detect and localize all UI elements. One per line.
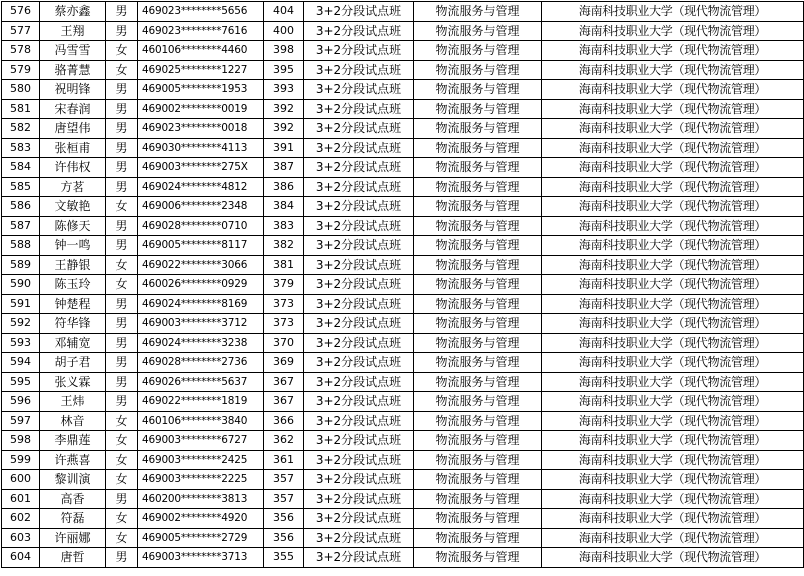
row-number-cell: 587: [2, 216, 40, 236]
table-row: [2, 489, 804, 509]
class-type-cell: 3+2分段试点班: [304, 177, 414, 197]
table-row: [2, 80, 804, 100]
score-cell: 383: [264, 216, 304, 236]
name-cell: 陈修天: [40, 216, 106, 236]
id-number-cell: 469003********3713: [138, 548, 264, 568]
school-cell: 海南科技职业大学（现代物流管理）: [542, 333, 804, 353]
row-number-cell: 592: [2, 314, 40, 334]
score-cell: 392: [264, 119, 304, 139]
id-number-cell: 469024********8169: [138, 294, 264, 314]
table-row: [2, 392, 804, 412]
class-type-cell: 3+2分段试点班: [304, 411, 414, 431]
name-cell: 张桓甫: [40, 138, 106, 158]
id-number-cell: 469002********0019: [138, 99, 264, 119]
class-type-cell: 3+2分段试点班: [304, 353, 414, 373]
row-number-cell: 594: [2, 353, 40, 373]
major-cell: 物流服务与管理: [414, 470, 542, 490]
gender-cell: 男: [106, 138, 138, 158]
row-number-cell: 596: [2, 392, 40, 412]
class-type-cell: 3+2分段试点班: [304, 294, 414, 314]
id-number-cell: 469025********1227: [138, 60, 264, 80]
id-number-cell: 460200********3813: [138, 489, 264, 509]
score-cell: 366: [264, 411, 304, 431]
school-cell: 海南科技职业大学（现代物流管理）: [542, 99, 804, 119]
score-cell: 367: [264, 392, 304, 412]
class-type-cell: 3+2分段试点班: [304, 431, 414, 451]
major-cell: 物流服务与管理: [414, 489, 542, 509]
name-cell: 符磊: [40, 509, 106, 529]
row-number-cell: 599: [2, 450, 40, 470]
major-cell: 物流服务与管理: [414, 548, 542, 568]
school-cell: 海南科技职业大学（现代物流管理）: [542, 41, 804, 61]
class-type-cell: 3+2分段试点班: [304, 60, 414, 80]
major-cell: 物流服务与管理: [414, 411, 542, 431]
row-number-cell: 602: [2, 509, 40, 529]
major-cell: 物流服务与管理: [414, 275, 542, 295]
major-cell: 物流服务与管理: [414, 236, 542, 256]
major-cell: 物流服务与管理: [414, 21, 542, 41]
table-row: [2, 548, 804, 568]
score-cell: 398: [264, 41, 304, 61]
table-row: [2, 431, 804, 451]
score-cell: 373: [264, 314, 304, 334]
table-row: [2, 275, 804, 295]
name-cell: 方茗: [40, 177, 106, 197]
row-number-cell: 591: [2, 294, 40, 314]
class-type-cell: 3+2分段试点班: [304, 548, 414, 568]
school-cell: 海南科技职业大学（现代物流管理）: [542, 392, 804, 412]
id-number-cell: 469003********2425: [138, 450, 264, 470]
id-number-cell: 469026********5637: [138, 372, 264, 392]
name-cell: 唐望伟: [40, 119, 106, 139]
major-cell: 物流服务与管理: [414, 353, 542, 373]
gender-cell: 女: [106, 450, 138, 470]
row-number-cell: 600: [2, 470, 40, 490]
gender-cell: 男: [106, 333, 138, 353]
row-number-cell: 578: [2, 41, 40, 61]
class-type-cell: 3+2分段试点班: [304, 372, 414, 392]
name-cell: 王炜: [40, 392, 106, 412]
table-row: [2, 2, 804, 22]
school-cell: 海南科技职业大学（现代物流管理）: [542, 372, 804, 392]
name-cell: 唐哲: [40, 548, 106, 568]
table-row: [2, 255, 804, 275]
gender-cell: 女: [106, 509, 138, 529]
major-cell: 物流服务与管理: [414, 177, 542, 197]
school-cell: 海南科技职业大学（现代物流管理）: [542, 411, 804, 431]
gender-cell: 男: [106, 314, 138, 334]
id-number-cell: 469023********5656: [138, 2, 264, 22]
school-cell: 海南科技职业大学（现代物流管理）: [542, 255, 804, 275]
row-number-cell: 581: [2, 99, 40, 119]
school-cell: 海南科技职业大学（现代物流管理）: [542, 294, 804, 314]
school-cell: 海南科技职业大学（现代物流管理）: [542, 80, 804, 100]
score-cell: 379: [264, 275, 304, 295]
table-row: [2, 21, 804, 41]
score-cell: 381: [264, 255, 304, 275]
name-cell: 冯雪雪: [40, 41, 106, 61]
gender-cell: 女: [106, 431, 138, 451]
gender-cell: 女: [106, 470, 138, 490]
score-cell: 373: [264, 294, 304, 314]
major-cell: 物流服务与管理: [414, 294, 542, 314]
table-row: [2, 509, 804, 529]
school-cell: 海南科技职业大学（现代物流管理）: [542, 509, 804, 529]
class-type-cell: 3+2分段试点班: [304, 80, 414, 100]
table-row: [2, 41, 804, 61]
id-number-cell: 469005********8117: [138, 236, 264, 256]
name-cell: 钟楚程: [40, 294, 106, 314]
id-number-cell: 460026********0929: [138, 275, 264, 295]
row-number-cell: 580: [2, 80, 40, 100]
table-row: [2, 411, 804, 431]
major-cell: 物流服务与管理: [414, 138, 542, 158]
name-cell: 邓辅宽: [40, 333, 106, 353]
class-type-cell: 3+2分段试点班: [304, 489, 414, 509]
score-cell: 391: [264, 138, 304, 158]
gender-cell: 男: [106, 216, 138, 236]
row-number-cell: 601: [2, 489, 40, 509]
row-number-cell: 584: [2, 158, 40, 178]
name-cell: 王静银: [40, 255, 106, 275]
school-cell: 海南科技职业大学（现代物流管理）: [542, 470, 804, 490]
id-number-cell: 469024********4812: [138, 177, 264, 197]
id-number-cell: 469023********0018: [138, 119, 264, 139]
id-number-cell: 469003********3712: [138, 314, 264, 334]
id-number-cell: 469003********275X: [138, 158, 264, 178]
score-cell: 356: [264, 509, 304, 529]
name-cell: 李鼎莲: [40, 431, 106, 451]
score-cell: 382: [264, 236, 304, 256]
major-cell: 物流服务与管理: [414, 119, 542, 139]
school-cell: 海南科技职业大学（现代物流管理）: [542, 548, 804, 568]
gender-cell: 女: [106, 528, 138, 548]
id-number-cell: 469003********2225: [138, 470, 264, 490]
major-cell: 物流服务与管理: [414, 450, 542, 470]
table-body: [2, 2, 804, 568]
name-cell: 宋春润: [40, 99, 106, 119]
gender-cell: 男: [106, 372, 138, 392]
id-number-cell: 469022********1819: [138, 392, 264, 412]
row-number-cell: 593: [2, 333, 40, 353]
gender-cell: 男: [106, 392, 138, 412]
score-cell: 404: [264, 2, 304, 22]
score-cell: 395: [264, 60, 304, 80]
major-cell: 物流服务与管理: [414, 372, 542, 392]
name-cell: 高香: [40, 489, 106, 509]
class-type-cell: 3+2分段试点班: [304, 119, 414, 139]
gender-cell: 男: [106, 80, 138, 100]
major-cell: 物流服务与管理: [414, 314, 542, 334]
table-row: [2, 528, 804, 548]
score-cell: 387: [264, 158, 304, 178]
id-number-cell: 469024********3238: [138, 333, 264, 353]
name-cell: 陈玉玲: [40, 275, 106, 295]
table-row: [2, 216, 804, 236]
school-cell: 海南科技职业大学（现代物流管理）: [542, 197, 804, 217]
gender-cell: 男: [106, 548, 138, 568]
id-number-cell: 460106********4460: [138, 41, 264, 61]
name-cell: 文敏艳: [40, 197, 106, 217]
class-type-cell: 3+2分段试点班: [304, 41, 414, 61]
name-cell: 许伟权: [40, 158, 106, 178]
gender-cell: 男: [106, 21, 138, 41]
gender-cell: 男: [106, 2, 138, 22]
school-cell: 海南科技职业大学（现代物流管理）: [542, 158, 804, 178]
class-type-cell: 3+2分段试点班: [304, 450, 414, 470]
gender-cell: 男: [106, 236, 138, 256]
major-cell: 物流服务与管理: [414, 41, 542, 61]
score-cell: 357: [264, 489, 304, 509]
gender-cell: 男: [106, 158, 138, 178]
row-number-cell: 582: [2, 119, 40, 139]
name-cell: 许燕喜: [40, 450, 106, 470]
major-cell: 物流服务与管理: [414, 80, 542, 100]
gender-cell: 男: [106, 177, 138, 197]
name-cell: 黎训演: [40, 470, 106, 490]
score-cell: 367: [264, 372, 304, 392]
gender-cell: 女: [106, 41, 138, 61]
row-number-cell: 595: [2, 372, 40, 392]
score-cell: 357: [264, 470, 304, 490]
school-cell: 海南科技职业大学（现代物流管理）: [542, 21, 804, 41]
name-cell: 胡子君: [40, 353, 106, 373]
row-number-cell: 604: [2, 548, 40, 568]
school-cell: 海南科技职业大学（现代物流管理）: [542, 450, 804, 470]
school-cell: 海南科技职业大学（现代物流管理）: [542, 275, 804, 295]
major-cell: 物流服务与管理: [414, 431, 542, 451]
class-type-cell: 3+2分段试点班: [304, 197, 414, 217]
name-cell: 许丽娜: [40, 528, 106, 548]
score-cell: 362: [264, 431, 304, 451]
school-cell: 海南科技职业大学（现代物流管理）: [542, 119, 804, 139]
class-type-cell: 3+2分段试点班: [304, 21, 414, 41]
table-row: [2, 119, 804, 139]
id-number-cell: 469002********4920: [138, 509, 264, 529]
score-cell: 369: [264, 353, 304, 373]
table-row: [2, 470, 804, 490]
score-cell: 400: [264, 21, 304, 41]
gender-cell: 男: [106, 353, 138, 373]
table-row: [2, 372, 804, 392]
score-cell: 384: [264, 197, 304, 217]
class-type-cell: 3+2分段试点班: [304, 275, 414, 295]
score-cell: 355: [264, 548, 304, 568]
score-cell: 370: [264, 333, 304, 353]
table-row: [2, 314, 804, 334]
class-type-cell: 3+2分段试点班: [304, 470, 414, 490]
table-row: [2, 197, 804, 217]
id-number-cell: 469005********1953: [138, 80, 264, 100]
name-cell: 张义霖: [40, 372, 106, 392]
class-type-cell: 3+2分段试点班: [304, 138, 414, 158]
gender-cell: 女: [106, 275, 138, 295]
table-row: [2, 333, 804, 353]
id-number-cell: 469023********7616: [138, 21, 264, 41]
row-number-cell: 589: [2, 255, 40, 275]
row-number-cell: 583: [2, 138, 40, 158]
name-cell: 符华锋: [40, 314, 106, 334]
row-number-cell: 586: [2, 197, 40, 217]
name-cell: 王翔: [40, 21, 106, 41]
major-cell: 物流服务与管理: [414, 99, 542, 119]
row-number-cell: 597: [2, 411, 40, 431]
major-cell: 物流服务与管理: [414, 528, 542, 548]
table-row: [2, 450, 804, 470]
major-cell: 物流服务与管理: [414, 158, 542, 178]
row-number-cell: 579: [2, 60, 40, 80]
class-type-cell: 3+2分段试点班: [304, 158, 414, 178]
table-row: [2, 60, 804, 80]
table-row: [2, 353, 804, 373]
name-cell: 钟一鸣: [40, 236, 106, 256]
id-number-cell: 460106********3840: [138, 411, 264, 431]
school-cell: 海南科技职业大学（现代物流管理）: [542, 489, 804, 509]
row-number-cell: 585: [2, 177, 40, 197]
school-cell: 海南科技职业大学（现代物流管理）: [542, 236, 804, 256]
score-cell: 361: [264, 450, 304, 470]
row-number-cell: 576: [2, 2, 40, 22]
id-number-cell: 469022********3066: [138, 255, 264, 275]
class-type-cell: 3+2分段试点班: [304, 509, 414, 529]
class-type-cell: 3+2分段试点班: [304, 2, 414, 22]
major-cell: 物流服务与管理: [414, 509, 542, 529]
school-cell: 海南科技职业大学（现代物流管理）: [542, 2, 804, 22]
major-cell: 物流服务与管理: [414, 216, 542, 236]
gender-cell: 女: [106, 60, 138, 80]
major-cell: 物流服务与管理: [414, 255, 542, 275]
major-cell: 物流服务与管理: [414, 60, 542, 80]
table-row: [2, 138, 804, 158]
table-row: [2, 99, 804, 119]
class-type-cell: 3+2分段试点班: [304, 255, 414, 275]
id-number-cell: 469028********0710: [138, 216, 264, 236]
score-cell: 392: [264, 99, 304, 119]
name-cell: 骆菁慧: [40, 60, 106, 80]
major-cell: 物流服务与管理: [414, 333, 542, 353]
id-number-cell: 469030********4113: [138, 138, 264, 158]
class-type-cell: 3+2分段试点班: [304, 392, 414, 412]
class-type-cell: 3+2分段试点班: [304, 528, 414, 548]
id-number-cell: 469028********2736: [138, 353, 264, 373]
score-cell: 386: [264, 177, 304, 197]
major-cell: 物流服务与管理: [414, 197, 542, 217]
gender-cell: 女: [106, 255, 138, 275]
class-type-cell: 3+2分段试点班: [304, 216, 414, 236]
school-cell: 海南科技职业大学（现代物流管理）: [542, 353, 804, 373]
gender-cell: 男: [106, 489, 138, 509]
id-number-cell: 469006********2348: [138, 197, 264, 217]
class-type-cell: 3+2分段试点班: [304, 314, 414, 334]
school-cell: 海南科技职业大学（现代物流管理）: [542, 60, 804, 80]
gender-cell: 男: [106, 99, 138, 119]
school-cell: 海南科技职业大学（现代物流管理）: [542, 177, 804, 197]
table-row: [2, 158, 804, 178]
name-cell: 祝明锋: [40, 80, 106, 100]
score-cell: 356: [264, 528, 304, 548]
row-number-cell: 603: [2, 528, 40, 548]
major-cell: 物流服务与管理: [414, 392, 542, 412]
id-number-cell: 469005********2729: [138, 528, 264, 548]
table-row: [2, 177, 804, 197]
score-cell: 393: [264, 80, 304, 100]
gender-cell: 女: [106, 411, 138, 431]
row-number-cell: 577: [2, 21, 40, 41]
table-row: [2, 236, 804, 256]
gender-cell: 女: [106, 197, 138, 217]
row-number-cell: 588: [2, 236, 40, 256]
row-number-cell: 590: [2, 275, 40, 295]
major-cell: 物流服务与管理: [414, 2, 542, 22]
gender-cell: 男: [106, 294, 138, 314]
school-cell: 海南科技职业大学（现代物流管理）: [542, 216, 804, 236]
school-cell: 海南科技职业大学（现代物流管理）: [542, 528, 804, 548]
class-type-cell: 3+2分段试点班: [304, 99, 414, 119]
row-number-cell: 598: [2, 431, 40, 451]
id-number-cell: 469003********6727: [138, 431, 264, 451]
gender-cell: 男: [106, 119, 138, 139]
school-cell: 海南科技职业大学（现代物流管理）: [542, 431, 804, 451]
school-cell: 海南科技职业大学（现代物流管理）: [542, 314, 804, 334]
school-cell: 海南科技职业大学（现代物流管理）: [542, 138, 804, 158]
name-cell: 林音: [40, 411, 106, 431]
table-row: [2, 294, 804, 314]
class-type-cell: 3+2分段试点班: [304, 236, 414, 256]
admission-list-table: [1, 1, 804, 568]
name-cell: 蔡亦鑫: [40, 2, 106, 22]
class-type-cell: 3+2分段试点班: [304, 333, 414, 353]
